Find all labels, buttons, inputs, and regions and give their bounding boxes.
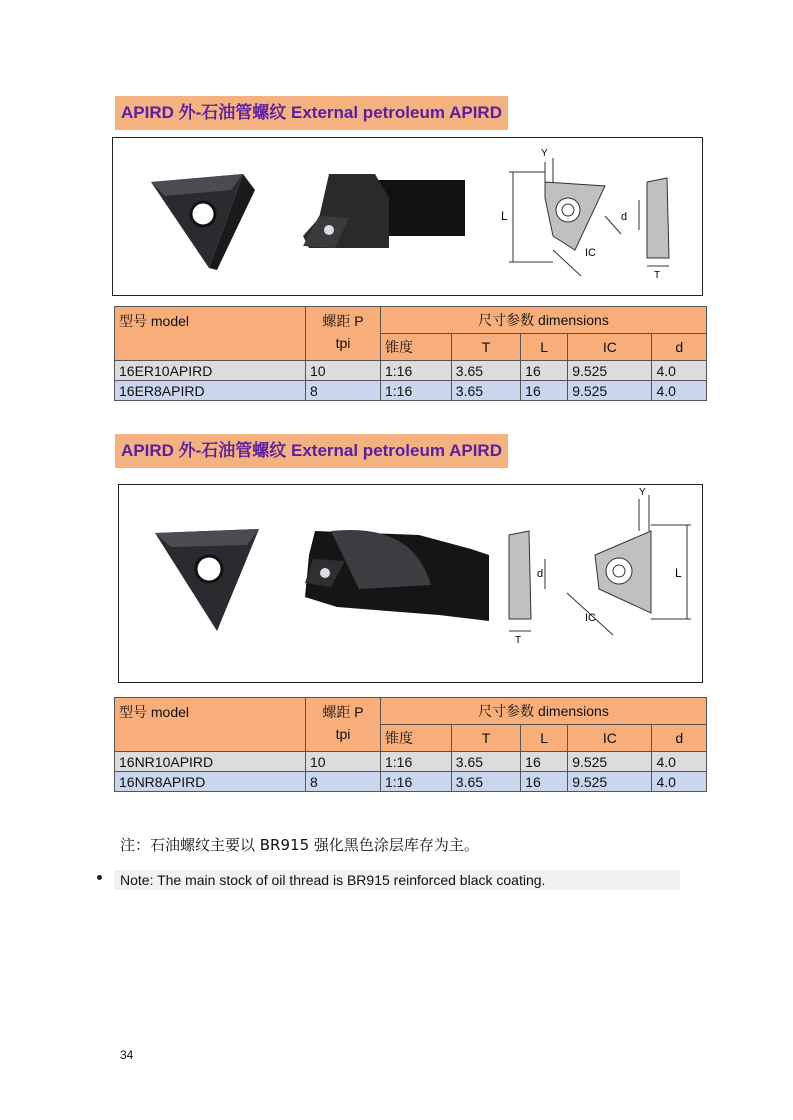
subheader-ic: IC (568, 725, 652, 752)
header-tpi-label: tpi (335, 335, 351, 351)
y-label: Y (639, 487, 646, 498)
table-row (115, 381, 707, 401)
cell-d: 4.0 (652, 772, 707, 792)
product-illustrations (113, 138, 702, 295)
cell-t: 3.65 (451, 381, 520, 401)
cell-ic: 9.525 (568, 772, 652, 792)
ic-label: IC (585, 612, 596, 624)
cell-taper: 1:16 (381, 361, 452, 381)
cell-ic: 9.525 (568, 361, 652, 381)
section-title: APIRD 外-石油管螺纹 External petroleum APIRD (115, 434, 508, 468)
product-illustrations (119, 485, 702, 682)
boring-bar-photo (305, 530, 489, 621)
bullet-icon (97, 875, 102, 880)
d-label: d (621, 211, 628, 223)
cell-t: 3.65 (451, 752, 520, 772)
section-title: APIRD 外-石油管螺纹 External petroleum APIRD (115, 96, 508, 130)
table-row (115, 772, 707, 792)
header-dimensions: 尺寸参数 dimensions (381, 307, 707, 334)
cell-taper: 1:16 (381, 772, 452, 792)
subheader-taper: 锥度 (381, 725, 452, 752)
cell-tpi: 8 (306, 381, 381, 401)
cell-d: 4.0 (652, 752, 707, 772)
subheader-l: L (521, 334, 568, 361)
cell-tpi: 10 (306, 361, 381, 381)
l-label: L (501, 209, 508, 223)
subheader-t: T (451, 334, 520, 361)
side-view-drawing (639, 178, 669, 266)
holder-photo (303, 174, 465, 248)
spec-table (114, 697, 707, 792)
l-label: L (675, 566, 682, 580)
d-label: d (537, 568, 544, 580)
cell-l: 16 (521, 752, 568, 772)
t-label: T (515, 635, 522, 646)
cell-tpi: 10 (306, 752, 381, 772)
spec-table (114, 306, 707, 401)
header-model: 型号 model (115, 307, 306, 361)
note-chinese: 注：石油螺纹主要以 BR915 强化黑色涂层库存为主。 (120, 836, 479, 854)
cell-model: 16ER10APIRD (115, 361, 306, 381)
page-number: 34 (120, 1048, 134, 1062)
table-row (115, 361, 707, 381)
cell-model: 16NR8APIRD (115, 772, 306, 792)
header-dimensions: 尺寸参数 dimensions (381, 698, 707, 725)
cell-t: 3.65 (451, 772, 520, 792)
cell-taper: 1:16 (381, 752, 452, 772)
product-image-panel (118, 484, 703, 683)
cell-l: 16 (521, 381, 568, 401)
note-english: Note: The main stock of oil thread is BR915 reinforced black coating. (114, 870, 680, 890)
insert-photo (155, 529, 259, 631)
cell-d: 4.0 (652, 361, 707, 381)
subheader-d: d (652, 725, 707, 752)
header-pitch-label: 螺距 P (322, 313, 364, 329)
product-image-panel (112, 137, 703, 296)
y-label: Y (541, 148, 548, 159)
header-pitch (306, 307, 381, 361)
cell-taper: 1:16 (381, 381, 452, 401)
header-pitch-label: 螺距 P (322, 704, 364, 720)
cell-model: 16NR10APIRD (115, 752, 306, 772)
header-tpi-label: tpi (335, 726, 351, 742)
cell-ic: 9.525 (568, 381, 652, 401)
cell-ic: 9.525 (568, 752, 652, 772)
cell-model: 16ER8APIRD (115, 381, 306, 401)
cell-d: 4.0 (652, 381, 707, 401)
header-model: 型号 model (115, 698, 306, 752)
side-view-drawing (509, 531, 545, 631)
header-pitch (306, 698, 381, 752)
subheader-ic: IC (568, 334, 652, 361)
cell-tpi: 8 (306, 772, 381, 792)
ic-label: IC (585, 247, 596, 259)
subheader-l: L (521, 725, 568, 752)
subheader-d: d (652, 334, 707, 361)
subheader-taper: 锥度 (381, 334, 452, 361)
subheader-t: T (451, 725, 520, 752)
cell-l: 16 (521, 772, 568, 792)
table-row (115, 752, 707, 772)
insert-photo (151, 174, 255, 270)
cell-l: 16 (521, 361, 568, 381)
insert-drawing (509, 158, 621, 276)
t-label: T (654, 270, 661, 281)
cell-t: 3.65 (451, 361, 520, 381)
